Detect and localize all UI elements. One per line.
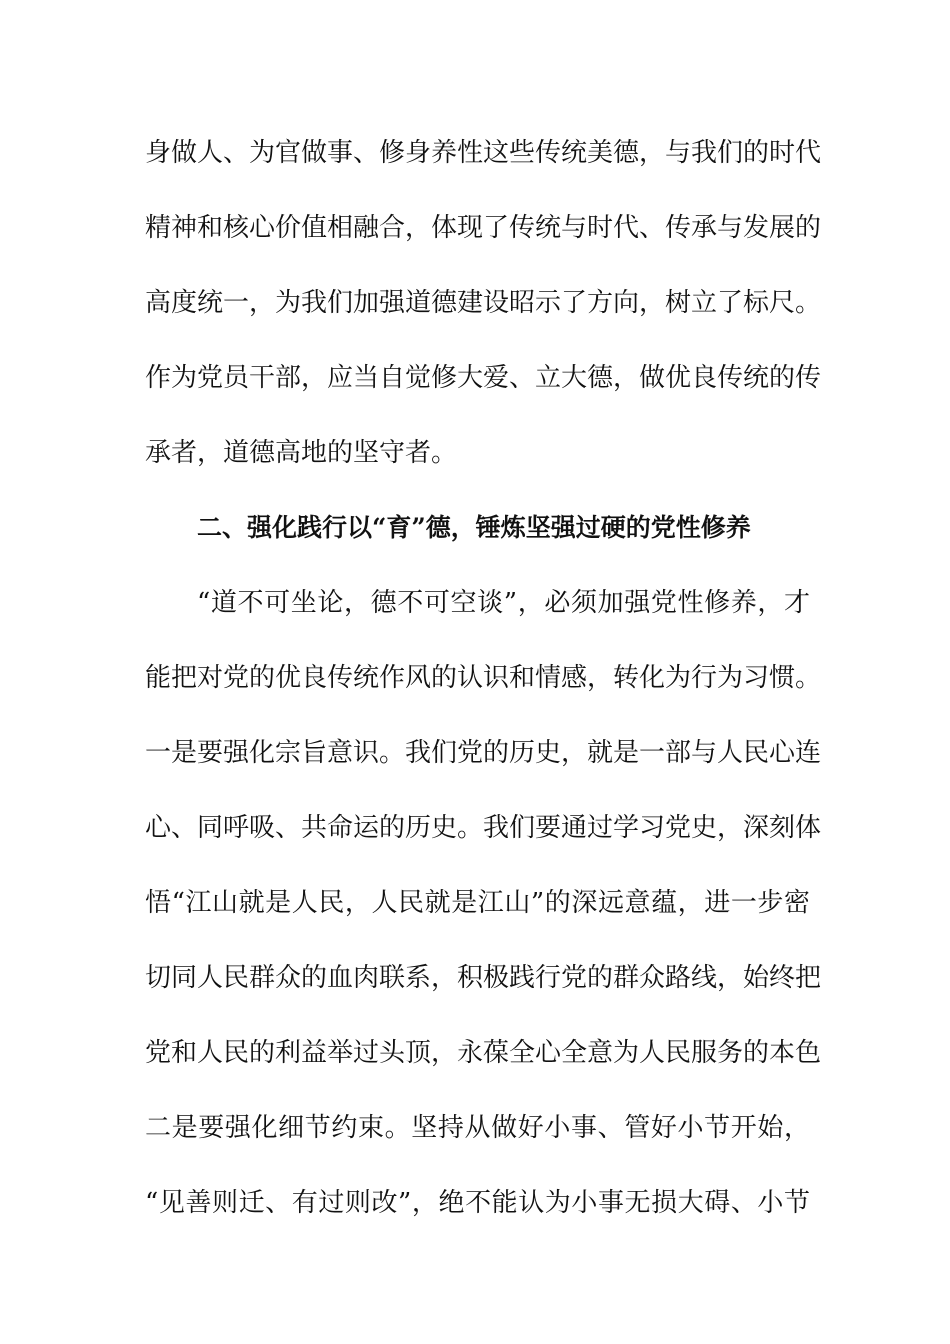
paragraph-line-9: 一是要强化宗旨意识。我们党的历史，就是一部与人民心连 bbox=[145, 738, 822, 768]
paragraph-line-3: 高度统一，为我们加强道德建设昭示了方向，树立了标尺。 bbox=[145, 288, 822, 318]
section-heading: 二、强化践行以“育”德，锤炼坚强过硬的党性修养 bbox=[197, 513, 751, 542]
paragraph-line-10: 心、同呼吸、共命运的历史。我们要通过学习党史，深刻体 bbox=[145, 813, 822, 843]
paragraph-line-8: 能把对党的优良传统作风的认识和情感，转化为行为习惯。 bbox=[145, 663, 822, 693]
paragraph-line-12: 切同人民群众的血肉联系，积极践行党的群众路线，始终把 bbox=[145, 963, 822, 993]
paragraph-line-15: “见善则迁、有过则改”，绝不能认为小事无损大碍、小节 bbox=[145, 1188, 810, 1218]
body-text bbox=[145, 128, 822, 1253]
paragraph-line-13: 党和人民的利益举过头顶，永葆全心全意为人民服务的本色 bbox=[145, 1038, 822, 1068]
paragraph-line-4: 作为党员干部，应当自觉修大爱、立大德，做优良传统的传 bbox=[145, 363, 822, 393]
paragraph-line-7: “道不可坐论，德不可空谈”，必须加强党性修养，才 bbox=[197, 588, 810, 618]
paragraph-line-1: 身做人、为官做事、修身养性这些传统美德，与我们的时代 bbox=[145, 138, 822, 168]
paragraph-line-2: 精神和核心价值相融合，体现了传统与时代、传承与发展的 bbox=[145, 213, 822, 243]
paragraph-line-11: 悟“江山就是人民，人民就是江山”的深远意蕴，进一步密 bbox=[145, 888, 810, 918]
paragraph-line-5: 承者，道德高地的坚守者。 bbox=[145, 438, 458, 468]
paragraph-line-14: 二是要强化细节约束。坚持从做好小事、管好小节开始， bbox=[145, 1113, 810, 1143]
